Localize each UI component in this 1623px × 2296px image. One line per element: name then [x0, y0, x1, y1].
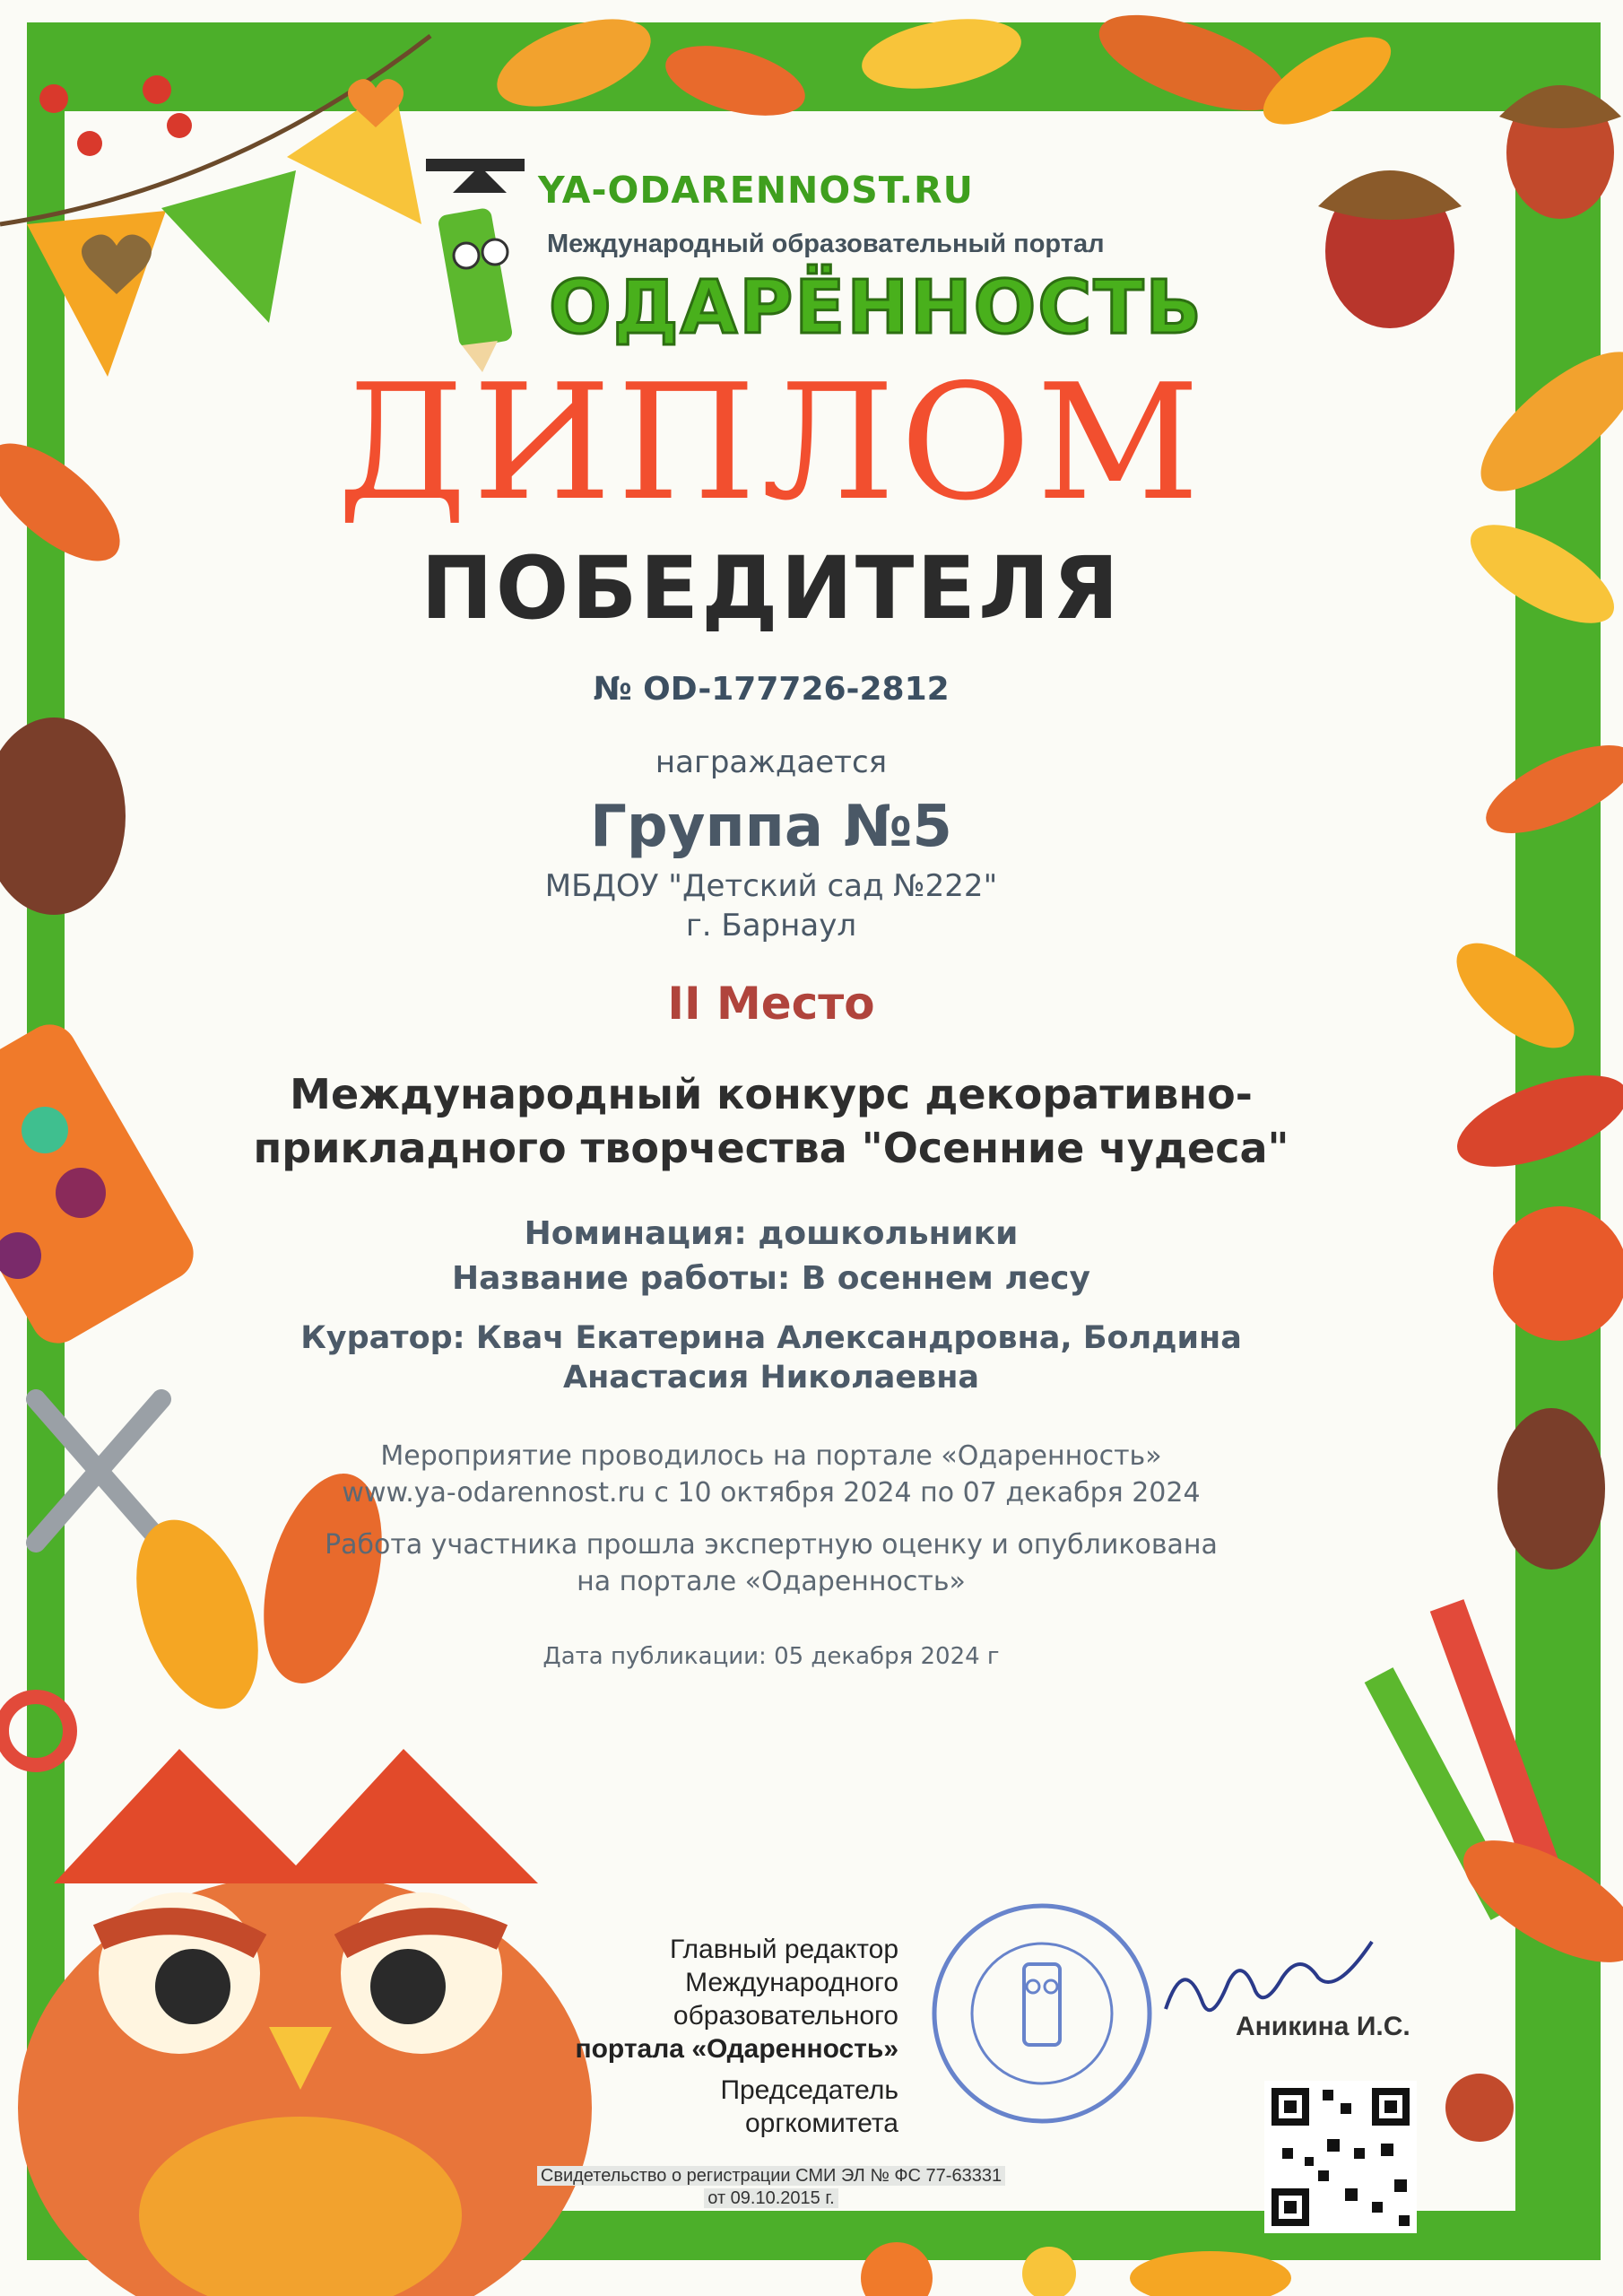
- curator: [206, 1318, 1336, 1397]
- recipient-name: Группа №5: [590, 794, 952, 860]
- site-url: YA-ODARENNOST.RU: [538, 169, 974, 212]
- org-line-1: МБДОУ "Детский сад №222": [544, 868, 998, 904]
- sig-line-5: Председатель: [720, 2075, 898, 2105]
- expert-line-2: на портале «Одаренность»: [577, 1566, 966, 1597]
- awarded-label: награждается: [655, 744, 888, 780]
- curator-line-2: Анастасия Николаевна: [562, 1360, 980, 1396]
- event-info: [206, 1438, 1336, 1511]
- diploma-title: ДИПЛОМ: [337, 350, 1205, 535]
- signatory-title: [575, 1933, 898, 2066]
- signatory-name: Аникина И.С.: [1236, 2012, 1410, 2041]
- curator-line-1: Куратор: Квач Екатерина Александровна, Болдина: [300, 1320, 1242, 1356]
- contest-line-2: прикладного творчества "Осенние чудеса": [253, 1124, 1289, 1172]
- nomination: Номинация: дошкольники: [524, 1215, 1019, 1252]
- registration-line-2: от 09.10.2015 г.: [704, 2188, 838, 2208]
- place-label: II Место: [667, 978, 875, 1030]
- sig-line-2: Международного: [685, 1968, 898, 1997]
- diploma-subtitle: ПОБЕДИТЕЛЯ: [421, 538, 1122, 639]
- event-line-1: Мероприятие проводилось на портале «Одаренность»: [380, 1440, 1162, 1472]
- sig-line-3: образовательного: [673, 2001, 898, 2031]
- contest-title: [206, 1067, 1336, 1175]
- sig-line-4: портала «Одаренность»: [575, 2034, 898, 2064]
- brand-logo-text: ОДАРЁННОСТЬ: [549, 265, 1203, 351]
- contest-line-1: Международный конкурс декоративно-: [290, 1070, 1253, 1118]
- sig-line-6: оргкомитета: [744, 2109, 898, 2138]
- portal-subtitle: Международный образовательный портал: [547, 230, 1105, 258]
- publication-date: Дата публикации: 05 декабря 2024 г: [542, 1643, 1000, 1670]
- signatory-role: [720, 2074, 898, 2140]
- registration-info: [502, 2165, 1040, 2210]
- work-name: Название работы: В осеннем лесу: [452, 1260, 1090, 1297]
- recipient-organization: [206, 866, 1336, 945]
- event-line-2: www.ya-odarennost.ru с 10 октября 2024 по 07 декабря 2024: [342, 1477, 1201, 1509]
- expert-info: [206, 1526, 1336, 1600]
- sig-line-1: Главный редактор: [669, 1935, 898, 1964]
- registration-line-1: Свидетельство о регистрации СМИ ЭЛ № ФС 77-63331: [537, 2166, 1005, 2186]
- diploma-number: № OD-177726-2812: [593, 671, 950, 708]
- expert-line-1: Работа участника прошла экспертную оценку и опубликована: [325, 1529, 1218, 1561]
- org-line-2: г. Барнаул: [685, 908, 857, 944]
